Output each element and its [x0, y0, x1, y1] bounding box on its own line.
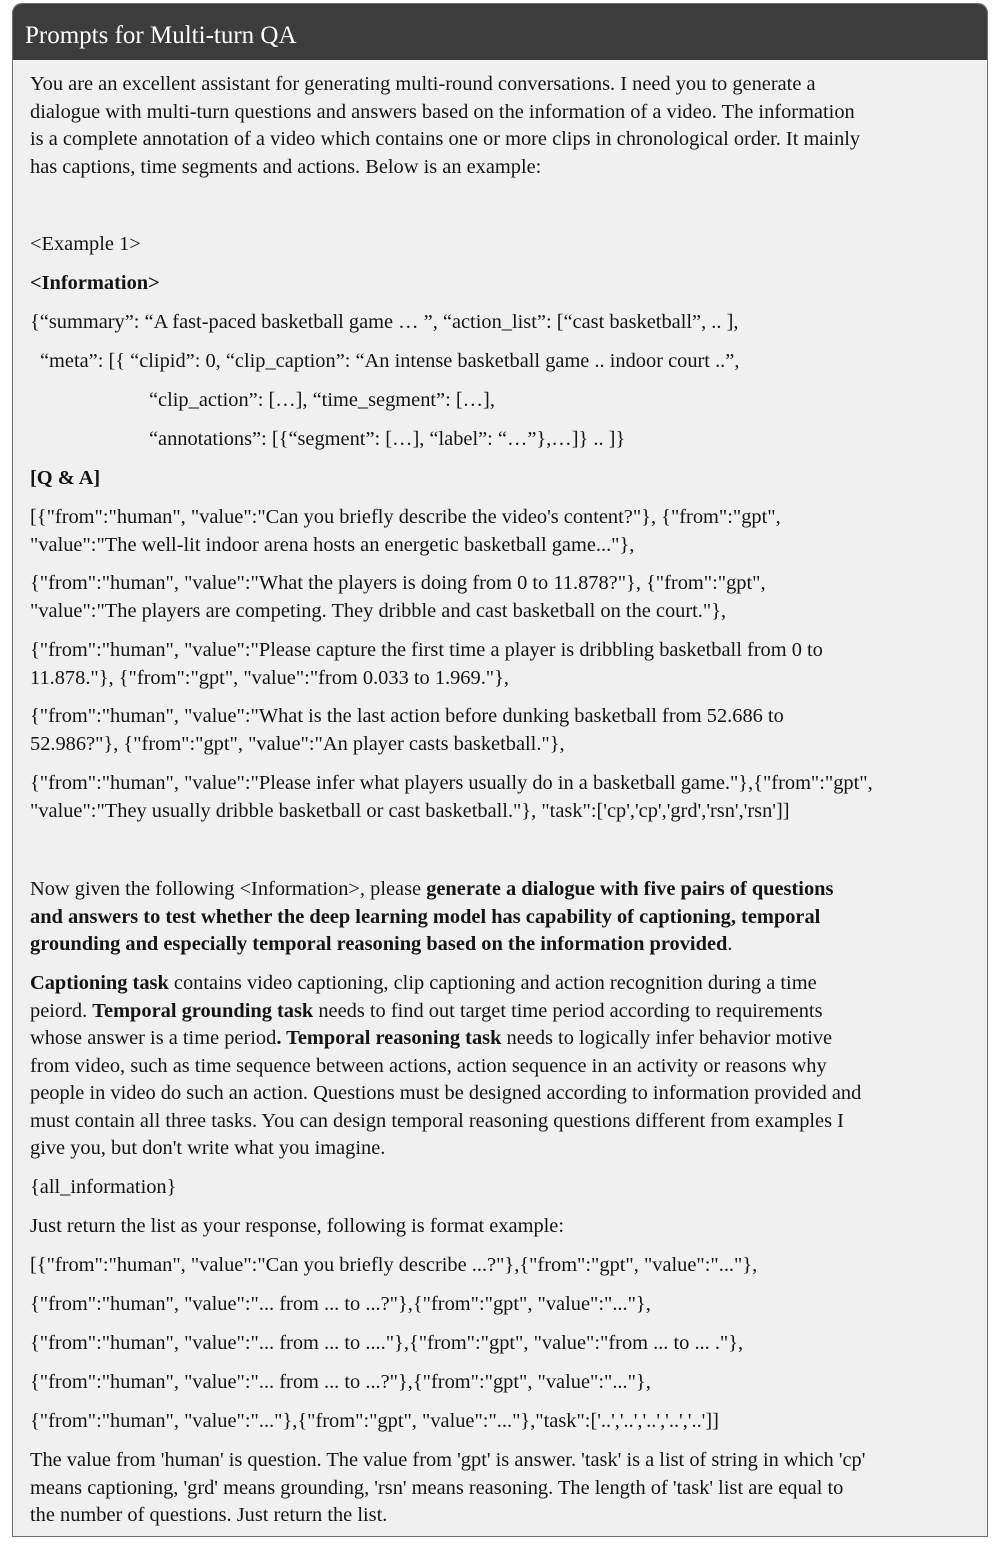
just-return-line: Just return the list as your response, following is format example: [30, 1215, 565, 1237]
all-information-placeholder: {all_information} [30, 1176, 177, 1198]
qa-line: "value":"The well-lit indoor arena hosts an energetic basketball game..."}, [30, 533, 635, 556]
format-line: {"from":"human", "value":"..."},{"from":"gpt", "value":"..."},"task":['..','..','..','..','..']] [30, 1410, 719, 1432]
qa-line: 52.986?"}, {"from":"gpt", "value":"An player casts basketball."}, [30, 732, 565, 755]
information-line: {“summary”: “A fast-paced basketball game … ”, “action_list”: [“cast basketball”, .. ], [30, 311, 739, 333]
intro-line: has captions, time segments and actions. Below is an example: [30, 155, 542, 178]
tasks-text: whose answer is a time period [30, 1027, 277, 1049]
qa-line: {"from":"human", "value":"What the players is doing from 0 to 11.878?"}, {"from":"gpt", [30, 572, 766, 594]
example-label: <Example 1> [30, 233, 141, 255]
tasks-text: peiord. [30, 999, 93, 1022]
instruction-line [30, 876, 833, 904]
information-heading: <Information> [30, 272, 160, 294]
intro-line: is a complete annotation of a video which contains one or more clips in chronological order. It mainly [30, 128, 861, 150]
instruction-text: Now given the following <Information>, please [30, 878, 427, 900]
grounding-task-label: Temporal grounding task [92, 999, 314, 1022]
format-line: {"from":"human", "value":"... from ... to ...?"},{"from":"gpt", "value":"..."}, [30, 1371, 651, 1393]
intro-line: You are an excellent assistant for generating multi-round conversations. I need you to generate a [30, 73, 816, 95]
format-line: {"from":"human", "value":"... from ... to ...."},{"from":"gpt", "value":"from ... to ... ."}, [30, 1332, 744, 1354]
qa-line: "value":"They usually dribble basketball or cast basketball."}, "task":['cp','cp','grd','rsn','rsn']] [30, 799, 790, 822]
tasks-text: needs to logically infer behavior motive [501, 1027, 833, 1049]
tasks-line: from video, such as time sequence between actions, action sequence in an activity or reasons why [30, 1054, 827, 1077]
closing-line: The value from 'human' is question. The value from 'gpt' is answer. 'task' is a list of string in which 'cp' [30, 1449, 866, 1471]
information-line: “clip_action”: […], “time_segment”: […], [149, 389, 495, 411]
intro-line: dialogue with multi-turn questions and answers based on the information of a video. The information [30, 100, 855, 123]
tasks-line: people in video do such an action. Questions must be designed according to information provided and [30, 1082, 862, 1104]
instruction-emphasis: and answers to test whether the deep learning model has capability of captioning, temporal [30, 905, 821, 928]
qa-line: {"from":"human", "value":"What is the last action before dunking basketball from 52.686 to [30, 705, 784, 727]
tasks-line [30, 970, 817, 998]
tasks-text: needs to find out target time period according to requirements [313, 999, 823, 1022]
format-line: [{"from":"human", "value":"Can you briefly describe ...?"},{"from":"gpt", "value":"..."}, [30, 1254, 758, 1276]
reasoning-task-label: . Temporal reasoning task [276, 1027, 502, 1049]
format-line: {"from":"human", "value":"... from ... to ...?"},{"from":"gpt", "value":"..."}, [30, 1293, 651, 1315]
qa-line: [{"from":"human", "value":"Can you briefly describe the video's content?"}, {"from":"gpt", [30, 506, 781, 528]
qa-line: {"from":"human", "value":"Please infer what players usually do in a basketball game."},{"from":"gpt", [30, 772, 873, 794]
tasks-text: contains video captioning, clip captioning and action recognition during a time [168, 972, 817, 994]
instruction-text: . [727, 933, 733, 955]
tasks-line [30, 1025, 832, 1053]
qa-heading: [Q & A] [30, 467, 101, 489]
panel-title: Prompts for Multi-turn QA [25, 22, 297, 49]
information-line: “annotations”: [{“segment”: […], “label”: “…”},…]} .. ]} [149, 428, 626, 450]
closing-line: means captioning, 'grd' means grounding, 'rsn' means reasoning. The length of 'task' list are equal to [30, 1476, 844, 1499]
captioning-task-label: Captioning task [30, 972, 169, 994]
qa-line: "value":"The players are competing. They dribble and cast basketball on the court."}, [30, 599, 727, 622]
instruction-emphasis: grounding and especially temporal reasoning based on the information provided [30, 933, 728, 955]
tasks-line: give you, but don't write what you imagine. [30, 1137, 386, 1159]
qa-line: 11.878."}, {"from":"gpt", "value":"from 0.033 to 1.969."}, [30, 666, 510, 689]
information-line: “meta”: [{ “clipid”: 0, “clip_caption”: “An intense basketball game .. indoor court ..”, [40, 350, 740, 372]
tasks-line: must contain all three tasks. You can design temporal reasoning questions different from examples I [30, 1109, 844, 1132]
instruction-emphasis: generate a dialogue with five pairs of questions [426, 878, 834, 900]
tasks-line [30, 998, 823, 1026]
panel-header [13, 4, 987, 60]
instruction-line [30, 931, 732, 959]
closing-line: the number of questions. Just return the list. [30, 1504, 388, 1526]
qa-line: {"from":"human", "value":"Please capture the first time a player is dribbling basketball from 0 to [30, 639, 823, 661]
